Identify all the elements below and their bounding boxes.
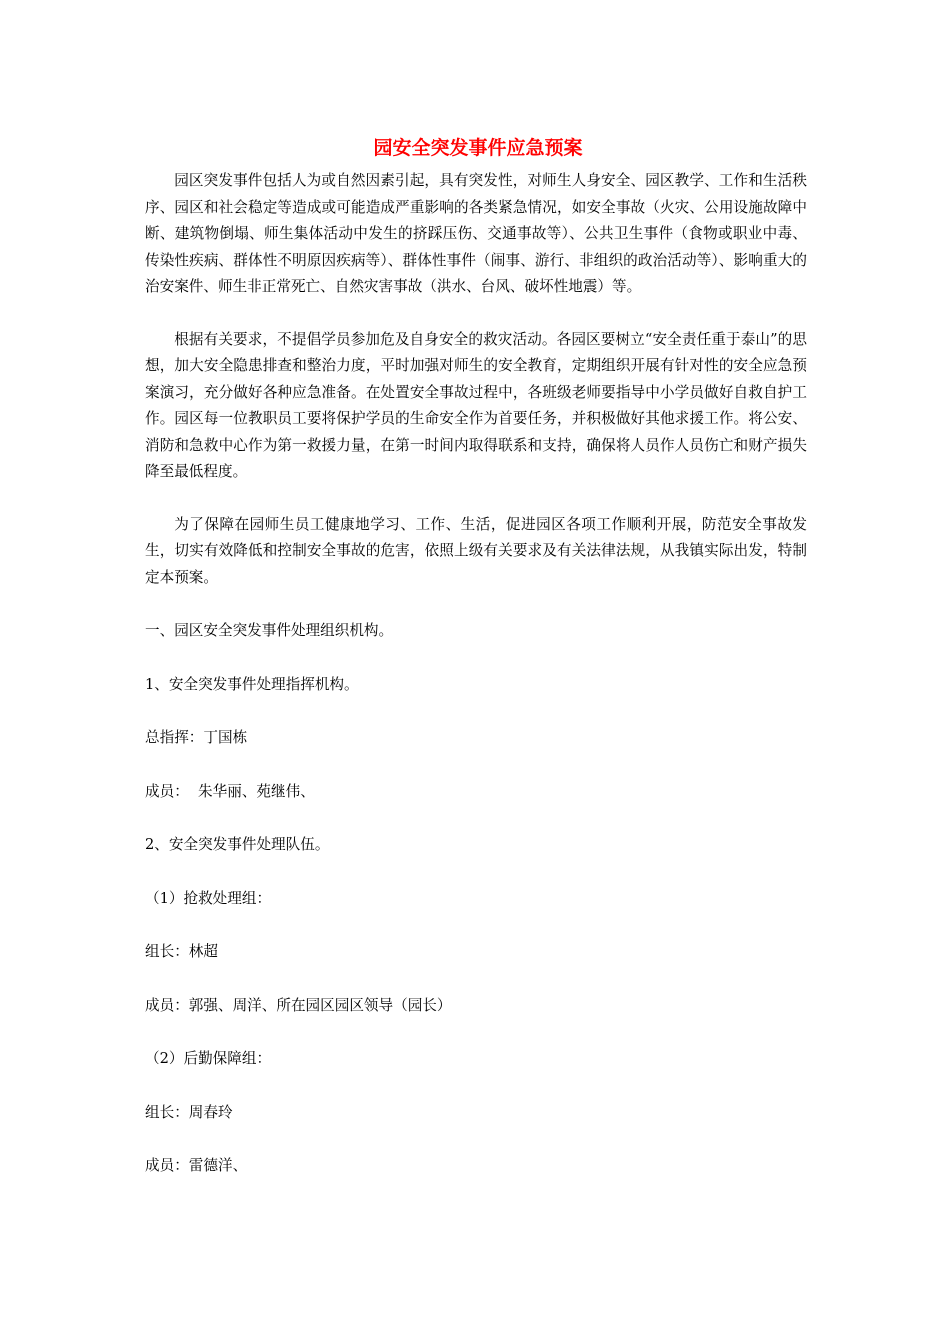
paragraph: 根据有关要求，不提倡学员参加危及自身安全的救灾活动。各园区要树立“安全责任重于泰山”的思想，加大安全隐患排查和整治力度，平时加强对师生的安全教育，定期组织开展有针对性的安全应急预案演习，充分做好各种应急准备。在处置安全事故过程中，各班级老师要指导中小学员做好自救自护工作。园区每一位教职员工要将保护学员的生命安全作为首要任务，并积极做好其他求援工作。将公安、消防和急救中心作为第一救援力量，在第一时间内取得联系和支持，确保将人员作人员伤亡和财产损失降至最低程度。 bbox=[145, 330, 807, 480]
paragraph: 为了保障在园师生员工健康地学习、工作、生活，促进园区各项工作顺利开展，防范安全事故发生，切实有效降低和控制安全事故的危害，依照上级有关要求及有关法律法规，从我镇实际出发，特制定本预案。 bbox=[145, 515, 807, 586]
document-body bbox=[145, 134, 807, 1180]
subsection-heading: 1、安全突发事件处理指挥机构。 bbox=[145, 675, 359, 693]
list-item: 成员：雷德洋、 bbox=[145, 1157, 248, 1174]
list-item: 组长：周春玲 bbox=[145, 1103, 233, 1121]
subsection-heading: 2、安全突发事件处理队伍。 bbox=[145, 836, 330, 853]
section-heading: 一、园区安全突发事件处理组织机构。 bbox=[145, 622, 394, 639]
list-item: 组长：林超 bbox=[145, 943, 218, 960]
list-item: 成员： 朱华丽、苑继伟、 bbox=[145, 782, 315, 800]
document-title: 园安全突发事件应急预案 bbox=[373, 137, 583, 159]
list-item: 成员：郭强、周洋、所在园区园区领导（园长） bbox=[145, 996, 452, 1014]
paragraph: 园区突发事件包括人为或自然因素引起，具有突发性，对师生人身安全、园区教学、工作和生活秩序、园区和社会稳定等造成或可能造成严重影响的各类紧急情况，如安全事故（火灾、公用设施故障中断、建筑物倒塌、师生集体活动中发生的挤踩压伤、交通事故等）、公共卫生事件（食物或职业中毒、传染性疾病、群体性不明原因疾病等）、群体性事件（闹事、游行、非组织的政治活动等）、影响重大的治安案件、师生非正常死亡、自然灾害事故（洪水、台风、破坏性地震）等。 bbox=[145, 172, 807, 295]
group-heading: （1）抢救处理组： bbox=[145, 889, 272, 907]
list-item: 总指挥：丁国栋 bbox=[145, 729, 248, 746]
group-heading: （2）后勤保障组： bbox=[145, 1050, 272, 1067]
